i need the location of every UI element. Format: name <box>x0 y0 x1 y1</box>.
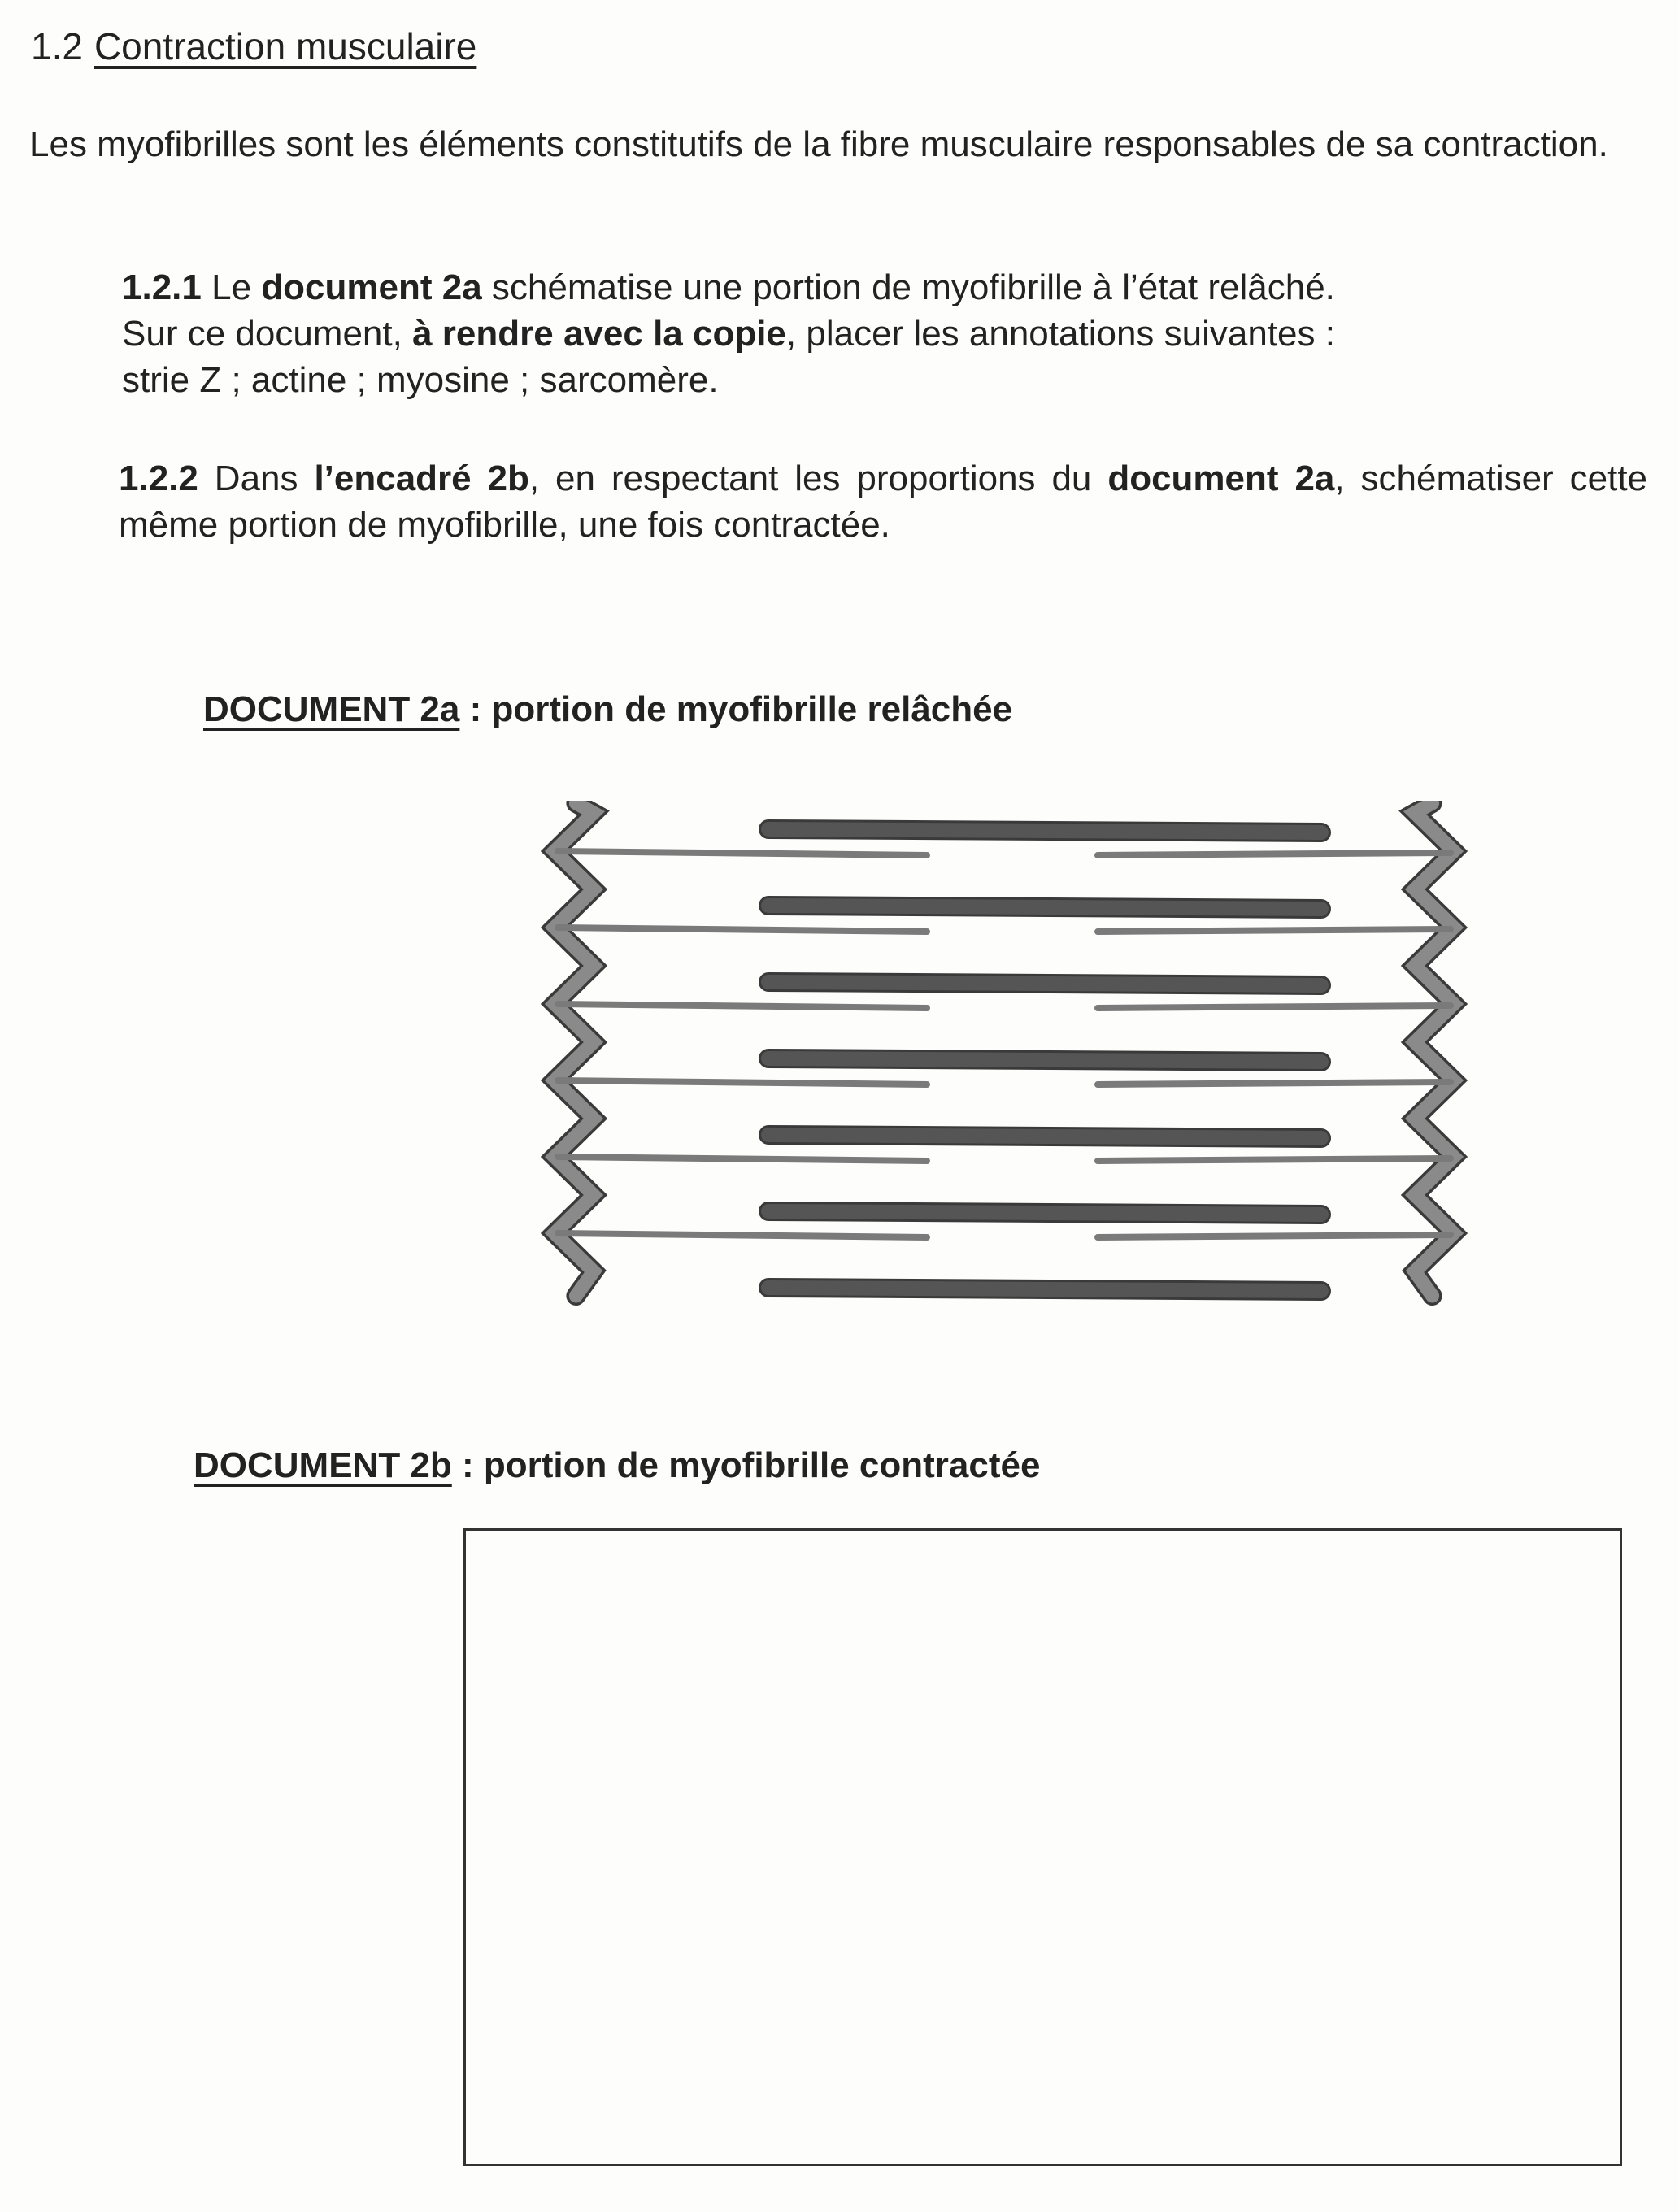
question-1-2-2 <box>119 455 1647 548</box>
actin-right-4 <box>1098 1082 1451 1084</box>
actin-right-3 <box>1098 1006 1451 1008</box>
actin-right-5 <box>1098 1158 1451 1161</box>
z-line-right <box>1415 803 1454 1296</box>
doc-2a-ref: DOCUMENT 2a <box>203 689 460 729</box>
doc-2b-sep: : <box>451 1445 484 1485</box>
myosin-2 <box>768 906 1321 909</box>
intro-paragraph: Les myofibrilles sont les éléments constitutifs de la fibre musculaire responsables de sa contraction. <box>29 124 1608 164</box>
question-1-2-1 <box>122 264 1642 403</box>
q122-text-3: , schématiser cette même portion de myofibrille, une fois contractée. <box>119 458 1648 545</box>
section-number: 1.2 <box>31 25 83 67</box>
q121-line-1 <box>122 264 1642 311</box>
actin-left-5 <box>558 1157 927 1161</box>
myosin-6 <box>768 1211 1321 1215</box>
q121-text-4: , placer les annotations suivantes : <box>785 314 1335 354</box>
actin-left-4 <box>558 1080 927 1084</box>
q121-text-3: Sur ce document, <box>122 314 402 354</box>
doc-2b-label <box>194 1445 1040 1486</box>
myosin-5 <box>768 1135 1321 1138</box>
doc-2a-sep: : <box>459 689 492 729</box>
q122-doc-ref: document 2a <box>1107 458 1335 498</box>
doc-2b-desc: portion de myofibrille contractée <box>483 1445 1041 1485</box>
actin-left-2 <box>558 928 927 932</box>
q122-text-2: , en respectant les proportions du <box>528 458 1092 498</box>
q121-text-2: schématise une portion de myofibrille à l’état relâché. <box>491 267 1335 307</box>
section-heading <box>31 24 476 68</box>
actin-left-1 <box>558 851 927 855</box>
doc-2b-ref: DOCUMENT 2b <box>194 1445 452 1485</box>
q121-line-2 <box>122 311 1642 357</box>
q121-number: 1.2.1 <box>122 267 202 307</box>
myosin-4 <box>768 1058 1321 1062</box>
actin-left-6 <box>558 1233 927 1237</box>
section-title: Contraction musculaire <box>94 25 477 67</box>
myosin-filaments <box>768 829 1321 1291</box>
q122-text-1: Dans <box>214 458 298 498</box>
actin-left-3 <box>558 1004 927 1008</box>
actin-right-2 <box>1098 929 1451 932</box>
myofibril-diagram <box>537 801 1472 1386</box>
q121-text-1: Le <box>211 267 252 307</box>
myosin-3 <box>768 982 1321 985</box>
q121-doc-ref: document 2a <box>261 267 482 307</box>
actin-right-1 <box>1098 853 1451 855</box>
doc-2a-label <box>203 689 1012 730</box>
q122-box-ref: l’encadré 2b <box>314 458 529 498</box>
q121-annotations: strie Z ; actine ; myosine ; sarcomère. <box>122 360 719 400</box>
answer-box-2b[interactable] <box>463 1528 1622 2166</box>
actin-right-6 <box>1098 1235 1451 1237</box>
myosin-7 <box>768 1288 1321 1291</box>
myosin-1 <box>768 829 1321 832</box>
q121-emphasis: à rendre avec la copie <box>412 314 786 354</box>
q122-number: 1.2.2 <box>119 458 198 498</box>
z-line-left <box>555 803 594 1296</box>
doc-2a-desc: portion de myofibrille relâchée <box>491 689 1013 729</box>
